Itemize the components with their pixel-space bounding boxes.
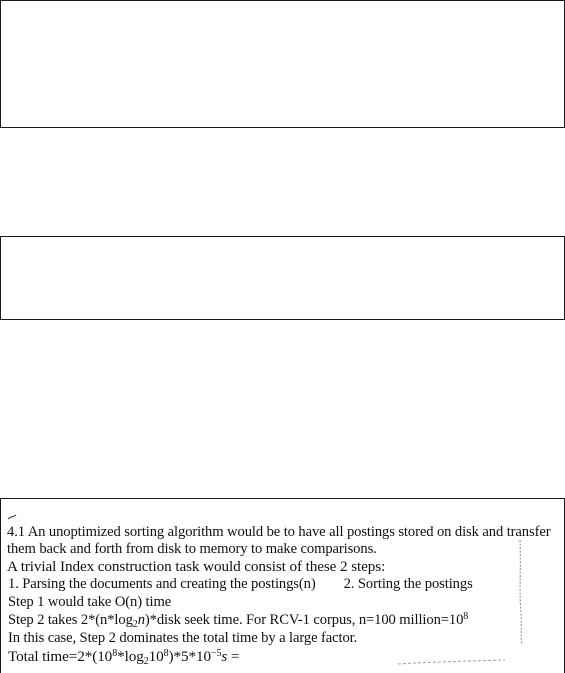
answer-line-1: 4.1 An unoptimized sorting algorithm would be to have all postings stored on disk and transfer — [7, 524, 551, 540]
question-number: 4 — [7, 524, 15, 540]
answer-line-4 — [8, 575, 473, 593]
scribble-mark — [398, 660, 505, 664]
scribble-mark — [520, 540, 522, 645]
step-1-label: 1. Parsing the documents and creating the postings(n) — [8, 576, 316, 592]
tick-mark — [8, 515, 16, 519]
answer-line-6: Step 2 takes $2*(n*\log_2n)*disk$ seek time. For RCV-1 corpus, n=100 $million=10^8$ — [8, 611, 469, 630]
answer-line-8: Total $time=2*(10^8*\log_210^8)*5*10^{-5}s$ = — [8, 648, 240, 667]
answer-line-3: A trivial Index construction task would consist of these 2 steps: — [7, 558, 386, 575]
answer-line-2: them back and forth from disk to memory to make comparisons. — [7, 541, 377, 557]
answer-line-7: In this case, Step 2 dominates the total time by a large factor. — [8, 630, 358, 646]
answer-line-5: Step 1 would take O(n) time — [8, 594, 172, 610]
step-2-label: 2. Sorting the postings — [343, 576, 473, 592]
